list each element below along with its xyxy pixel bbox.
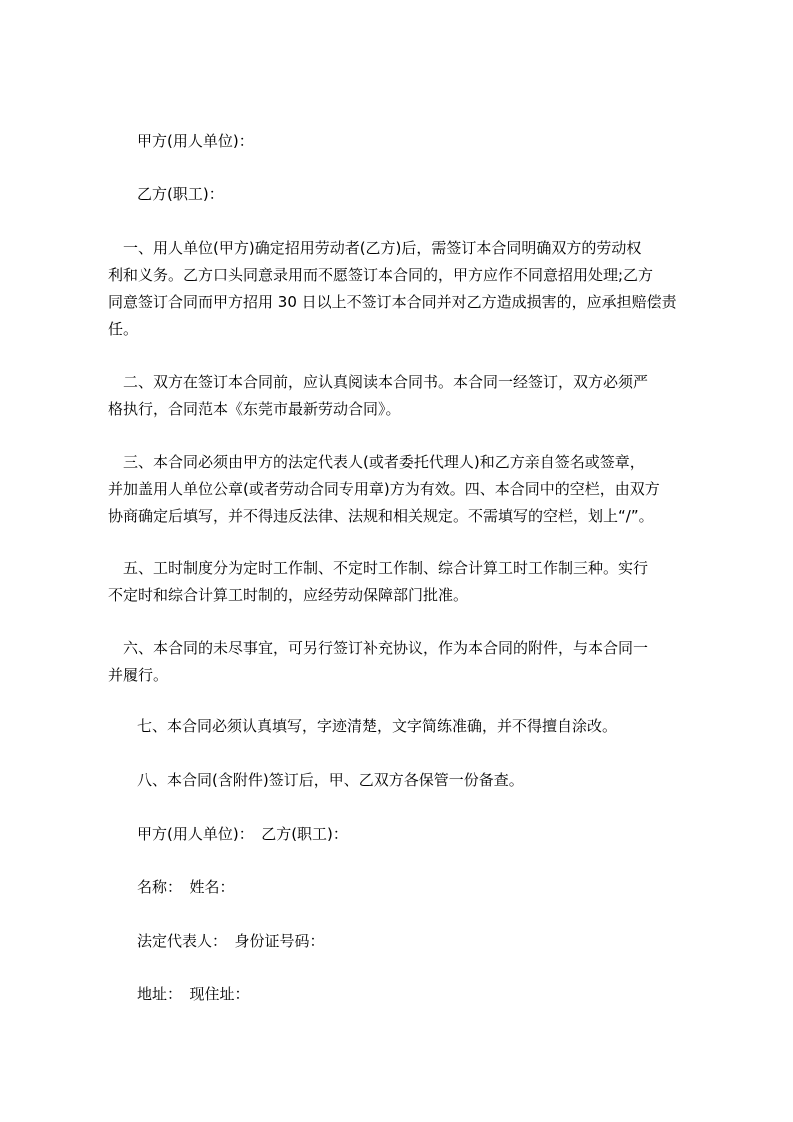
clause-1-line: 任。 (108, 320, 139, 338)
clause-2-line: 格执行，合同范本《东莞市最新劳动合同》。 (108, 400, 401, 418)
clause-2-line: 二、双方在签订本合同前，应认真阅读本合同书。本合同一经签订，双方必须严 (108, 373, 649, 391)
party-b-heading: 乙方(职工)： (137, 185, 224, 203)
clause-6-line: 六、本合同的未尽事宜，可另行签订补充协议，作为本合同的附件，与本合同一 (108, 639, 649, 657)
signature-address-row: 地址： 现住址： (137, 985, 250, 1003)
clause-7: 七、本合同必须认真填写，字迹清楚，文字简练准确，并不得擅自涂改。 (137, 717, 618, 735)
clause-1-line: 一、用人单位(甲方)确定招用劳动者(乙方)后，需签订本合同明确双方的劳动权 (108, 239, 642, 257)
clause-1 (108, 235, 700, 343)
clause-5-line: 不定时和综合计算工时制的，应经劳动保障部门批准。 (108, 586, 469, 604)
clause-3-line: 三、本合同必须由甲方的法定代表人(或者委托代理人)和乙方亲自签名或签章， (108, 453, 645, 471)
clause-1-line: 同意签订合同而甲方招用 30 日以上不签订本合同并对乙方造成损害的，应承担赔偿责 (108, 293, 677, 311)
clause-5-line: 五、工时制度分为定时工作制、不定时工作制、综合计算工时工作制三种。实行 (108, 559, 649, 577)
clause-3-line: 协商确定后填写，并不得违反法律、法规和相关规定。不需填写的空栏，划上“/”。 (108, 507, 654, 525)
clause-2 (108, 369, 700, 423)
signature-parties: 甲方(用人单位)： 乙方(职工)： (137, 825, 348, 843)
clause-6 (108, 635, 700, 689)
party-a-heading: 甲方(用人单位)： (137, 132, 254, 150)
clause-1-line: 利和义务。乙方口头同意录用而不愿签订本合同的，甲方应作不同意招用处理;乙方 (108, 266, 654, 284)
clause-6-line: 并履行。 (108, 666, 169, 684)
signature-rep-row: 法定代表人： 身份证号码： (137, 932, 325, 950)
clause-3 (108, 449, 700, 530)
signature-name-row: 名称： 姓名： (137, 878, 235, 896)
clause-8: 八、本合同(含附件)签订后，甲、乙双方各保管一份备查。 (137, 771, 524, 789)
clause-5 (108, 555, 700, 609)
clause-3-line: 并加盖用人单位公章(或者劳动合同专用章)方为有效。四、本合同中的空栏，由双方 (108, 480, 660, 498)
